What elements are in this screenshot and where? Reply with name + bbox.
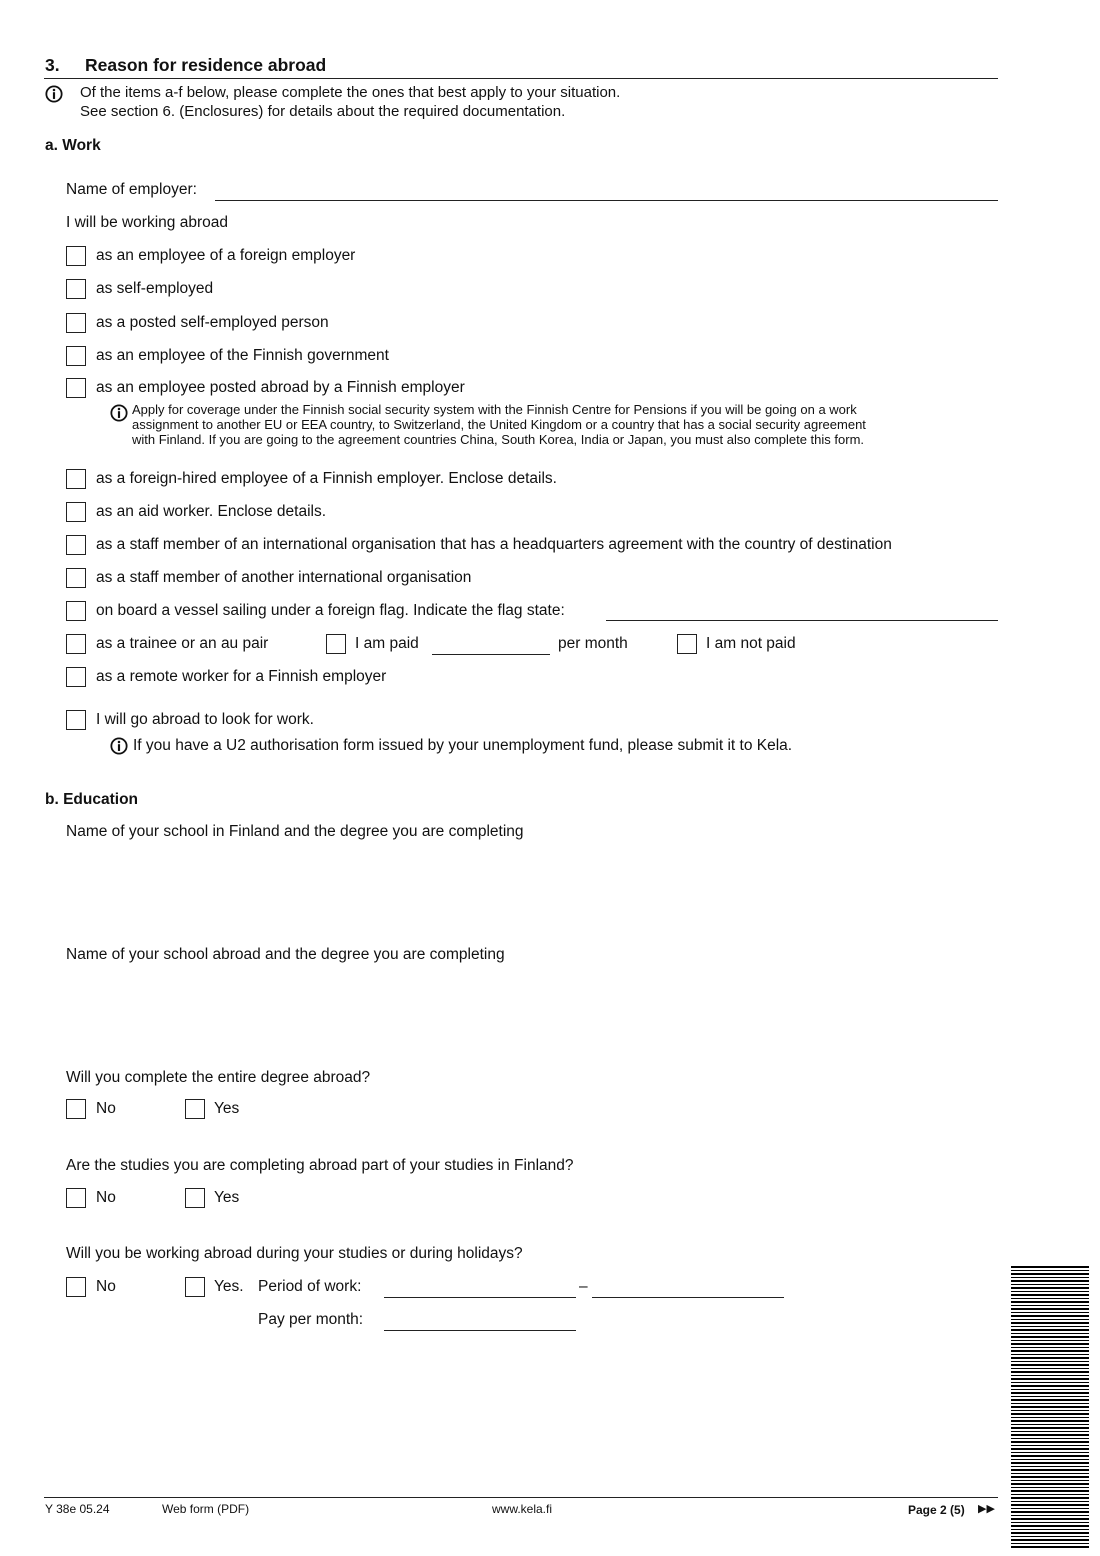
- next-page-arrows-icon: ▶▶: [978, 1503, 995, 1515]
- checkbox-entire-yes[interactable]: [185, 1099, 205, 1119]
- question-working: Will you be working abroad during your studies or during holidays?: [66, 1245, 523, 1262]
- checkbox-posted-self-employed[interactable]: [66, 313, 86, 333]
- checkbox-finnish-government[interactable]: [66, 346, 86, 366]
- pay-per-month-field[interactable]: [384, 1330, 576, 1331]
- pay-per-month-label: Pay per month:: [258, 1311, 364, 1328]
- footer-rule: [44, 1497, 998, 1498]
- posted-note-line-1: Apply for coverage under the Finnish social security system with the Finnish Centre for Pensions if you will be going on a work: [132, 402, 857, 417]
- no-label: No: [96, 1100, 116, 1117]
- paid-label: I am paid: [355, 635, 419, 652]
- checkbox-vessel[interactable]: [66, 601, 86, 621]
- checkbox-working-yes[interactable]: [185, 1277, 205, 1297]
- checkbox-foreign-employer[interactable]: [66, 246, 86, 266]
- no-label: No: [96, 1278, 116, 1295]
- option-label: as an employee of a foreign employer: [96, 247, 356, 264]
- work-heading: a. Work: [45, 137, 101, 154]
- info-icon: [45, 85, 63, 103]
- section-rule: [44, 78, 998, 79]
- option-label: on board a vessel sailing under a foreign flag. Indicate the flag state:: [96, 602, 565, 619]
- checkbox-not-paid[interactable]: [677, 634, 697, 654]
- option-label: as an employee of the Finnish government: [96, 347, 389, 364]
- checkbox-part-yes[interactable]: [185, 1188, 205, 1208]
- option-label: as an employee posted abroad by a Finnish employer: [96, 379, 465, 396]
- checkbox-aid-worker[interactable]: [66, 502, 86, 522]
- yes-label: Yes: [214, 1100, 240, 1117]
- option-label: as a trainee or an au pair: [96, 635, 269, 652]
- barcode: [1011, 1266, 1089, 1548]
- period-end-field[interactable]: [592, 1297, 784, 1298]
- checkbox-look-for-work[interactable]: [66, 710, 86, 730]
- pay-amount-field[interactable]: [432, 654, 550, 655]
- yes-label: Yes: [214, 1189, 240, 1206]
- option-label: as a foreign-hired employee of a Finnish employer. Enclose details.: [96, 470, 557, 487]
- checkbox-self-employed[interactable]: [66, 279, 86, 299]
- section-title: Reason for residence abroad: [85, 55, 327, 75]
- checkbox-trainee[interactable]: [66, 634, 86, 654]
- question-entire-degree: Will you complete the entire degree abroad?: [66, 1069, 371, 1086]
- checkbox-working-no[interactable]: [66, 1277, 86, 1297]
- period-label: Period of work:: [258, 1278, 362, 1295]
- checkbox-posted-employee[interactable]: [66, 378, 86, 398]
- option-label: as a staff member of an international organisation that has a headquarters agreement with the country of destination: [96, 536, 892, 553]
- website-link[interactable]: www.kela.fi: [492, 1502, 553, 1516]
- page-number: Page 2 (5): [908, 1503, 965, 1517]
- question-part-of-studies: Are the studies you are completing abroad part of your studies in Finland?: [66, 1157, 574, 1174]
- posted-note-line-3: with Finland. If you are going to the agreement countries China, South Korea, India or Japan, you must also complete this form.: [132, 432, 865, 447]
- period-start-field[interactable]: [384, 1297, 576, 1298]
- school-abroad-label: Name of your school abroad and the degree you are completing: [66, 946, 505, 963]
- look-for-work-note: If you have a U2 authorisation form issued by your unemployment fund, please submit it to Kela.: [133, 737, 793, 754]
- checkbox-part-no[interactable]: [66, 1188, 86, 1208]
- section-info-line-2: See section 6. (Enclosures) for details about the required documentation.: [80, 103, 566, 120]
- option-label: I will go abroad to look for work.: [96, 711, 314, 728]
- work-intro: I will be working abroad: [66, 214, 228, 231]
- checkbox-intl-org-hq[interactable]: [66, 535, 86, 555]
- section-number: 3.: [45, 55, 60, 75]
- not-paid-label: I am not paid: [706, 635, 796, 652]
- option-label: as a staff member of another international organisation: [96, 569, 472, 586]
- checkbox-paid[interactable]: [326, 634, 346, 654]
- employer-label: Name of employer:: [66, 181, 197, 198]
- checkbox-other-intl-org[interactable]: [66, 568, 86, 588]
- option-label: as an aid worker. Enclose details.: [96, 503, 327, 520]
- flag-state-field[interactable]: [606, 620, 998, 621]
- checkbox-remote-worker[interactable]: [66, 667, 86, 687]
- checkbox-foreign-hired[interactable]: [66, 469, 86, 489]
- section-info-line-1: Of the items a-f below, please complete the ones that best apply to your situation.: [80, 84, 621, 101]
- form-code: Y 38e 05.24: [45, 1502, 110, 1516]
- yes-period-label: Yes.: [214, 1278, 244, 1295]
- period-dash: –: [579, 1278, 588, 1295]
- posted-note-line-2: assignment to another EU or EEA country, to Switzerland, the United Kingdom or a country that has a social security agreement: [132, 417, 866, 432]
- per-month-label: per month: [558, 635, 628, 652]
- school-finland-label: Name of your school in Finland and the degree you are completing: [66, 823, 524, 840]
- option-label: as self-employed: [96, 280, 214, 297]
- no-label: No: [96, 1189, 116, 1206]
- info-icon: [110, 404, 128, 422]
- option-label: as a posted self-employed person: [96, 314, 329, 331]
- form-type: Web form (PDF): [162, 1502, 250, 1516]
- education-heading: b. Education: [45, 791, 138, 808]
- info-icon: [110, 737, 128, 755]
- option-label: as a remote worker for a Finnish employer: [96, 668, 387, 685]
- employer-field[interactable]: [215, 200, 998, 201]
- checkbox-entire-no[interactable]: [66, 1099, 86, 1119]
